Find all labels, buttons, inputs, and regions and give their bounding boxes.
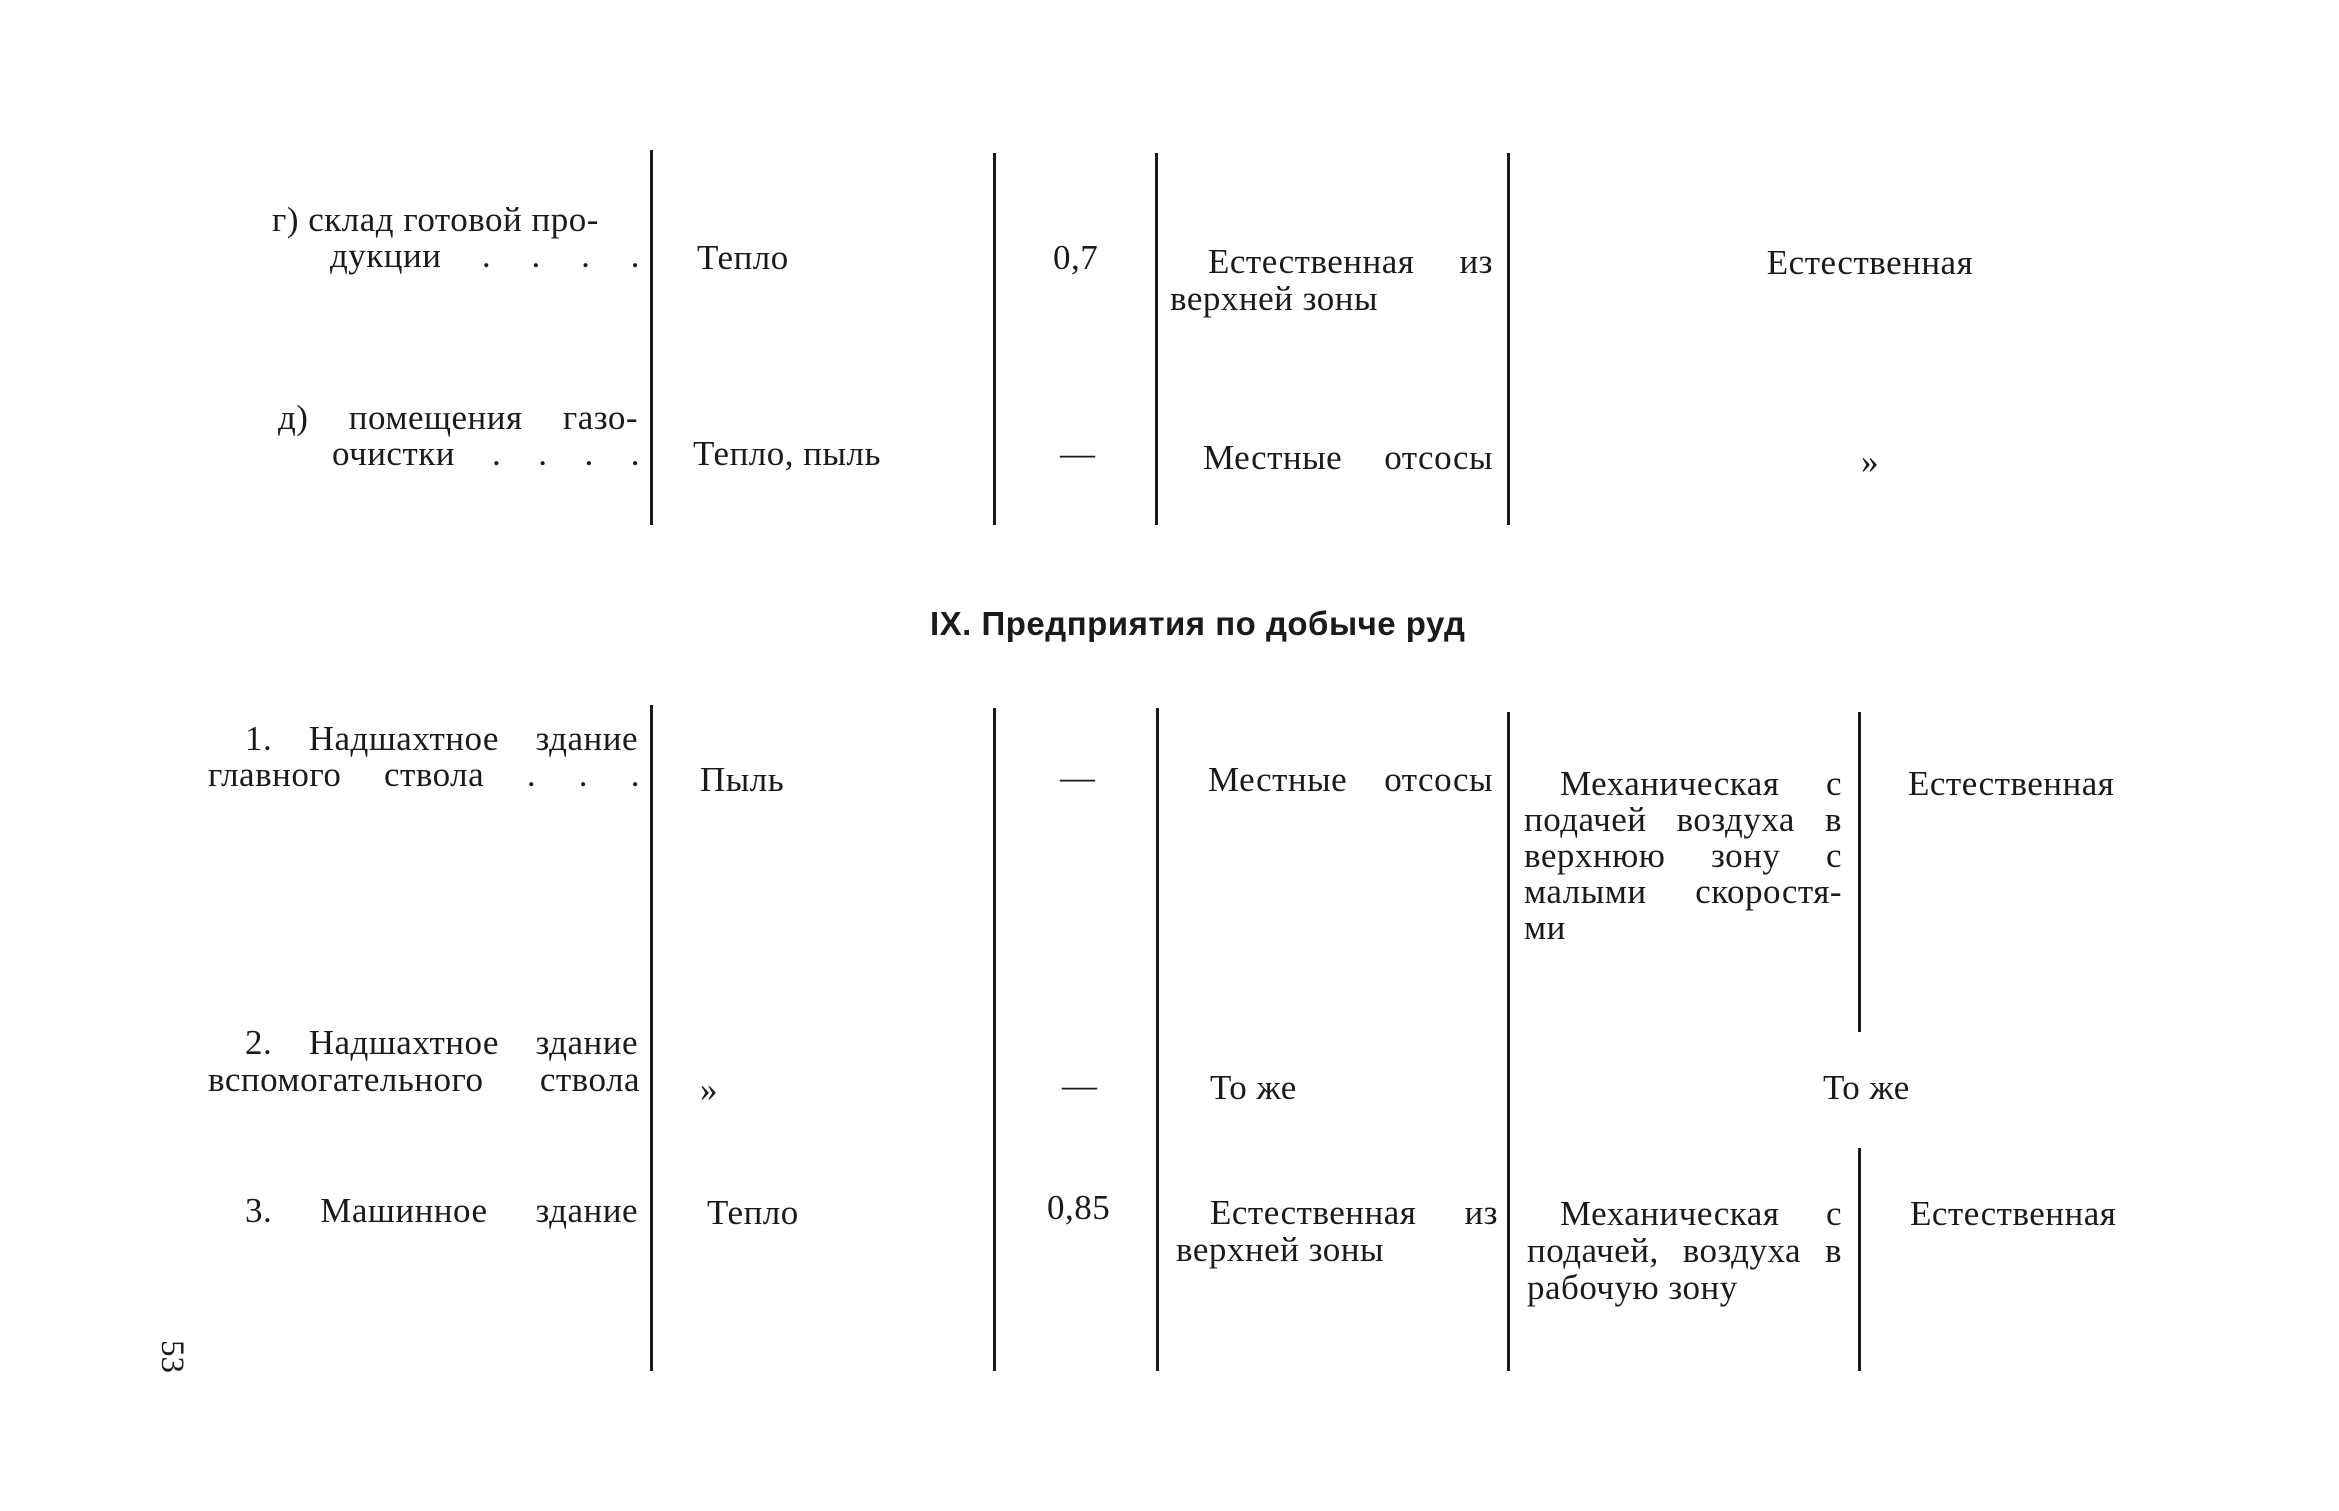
row-coef: 0,85 <box>1047 1188 1111 1227</box>
row-mech-line: Механическая с <box>1560 1194 1842 1233</box>
column-rule <box>993 153 996 525</box>
row-mech-line: подачей воздуха в <box>1524 800 1842 839</box>
row-name-line1: д) помещения газо- <box>278 398 638 437</box>
column-rule <box>1507 712 1510 1371</box>
row-ventilation-line1: Естественная из <box>1208 242 1493 281</box>
row-name-line2: главного ствола . . . <box>208 755 640 794</box>
column-rule <box>650 705 653 1371</box>
column-rule <box>1858 1148 1861 1371</box>
column-rule <box>1155 153 1158 525</box>
row-mech-line: верхнюю зону с <box>1524 836 1842 875</box>
column-rule <box>650 150 653 525</box>
row-harm: Тепло <box>697 238 789 277</box>
column-rule <box>1156 708 1159 1371</box>
row-name-line1: 1. Надшахтное здание <box>245 719 638 758</box>
row-ventilation-line2: верхней зоны <box>1170 279 1378 318</box>
row-heating: Естественная <box>1766 243 1974 282</box>
row-coef: — <box>1060 758 1096 797</box>
row-mech-line: малыми скоростя- <box>1524 872 1842 911</box>
column-rule <box>1507 153 1510 525</box>
row-combined: То же <box>1823 1068 1910 1107</box>
row-local-line1: Естественная из <box>1210 1193 1498 1232</box>
row-mech-line: подачей, воздуха в <box>1527 1231 1842 1270</box>
row-name-line1: г) склад готовой про- <box>272 200 599 239</box>
row-name-line2: вспомогательного ствола <box>208 1060 640 1099</box>
row-ventilation: Местные отсосы <box>1203 438 1493 477</box>
row-local-line2: верхней зоны <box>1176 1230 1384 1269</box>
row-heating: » <box>1861 442 1879 481</box>
row-mech-line: рабочую зону <box>1527 1268 1738 1307</box>
row-mech-line: ми <box>1524 908 1566 947</box>
row-coef: 0,7 <box>1053 238 1099 277</box>
row-local: То же <box>1210 1068 1297 1107</box>
row-harm: Пыль <box>700 760 785 799</box>
section-title: IX. Предприятия по добыче руд <box>930 605 1466 642</box>
row-harm: » <box>700 1070 718 1109</box>
row-name-line2: дукции . . . . <box>330 236 640 275</box>
row-harm: Тепло, пыль <box>693 434 881 473</box>
page-number: 53 <box>154 1340 190 1373</box>
row-name: 3. Машинное здание <box>245 1191 638 1230</box>
row-coef: — <box>1060 434 1096 473</box>
column-rule <box>1858 712 1861 1032</box>
row-natural: Естественная <box>1910 1194 2117 1233</box>
row-harm: Тепло <box>707 1193 799 1232</box>
row-local: Местные отсосы <box>1208 760 1493 799</box>
row-mech-line: Механическая с <box>1560 764 1842 803</box>
row-name-line2: очистки . . . . <box>332 434 640 473</box>
row-natural: Естественная <box>1908 764 2115 803</box>
row-coef: — <box>1062 1066 1098 1105</box>
column-rule <box>993 708 996 1371</box>
row-name-line1: 2. Надшахтное здание <box>245 1023 638 1062</box>
